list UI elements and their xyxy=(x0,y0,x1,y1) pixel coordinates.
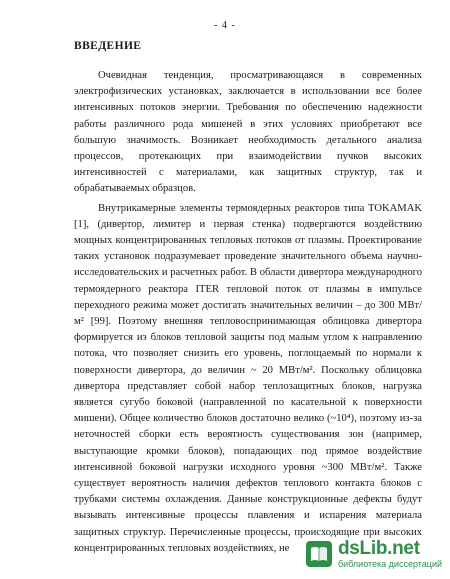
watermark-subtitle: библиотека диссертаций xyxy=(337,559,442,569)
book-icon xyxy=(306,541,332,567)
section-heading: ВВЕДЕНИЕ xyxy=(74,40,142,52)
page-number: - 4 - xyxy=(214,20,236,31)
paragraph-tokamak: Внутрикамерные элементы термоядерных реакторов типа TOKAMAK [1], (дивертор, лимитер и первая стенка) подвергаются воздействию мощных концентрированных тепловых потоков от плазмы. Проектирование таких установок подразумевает проведение значительного объема научно-исследовательских и расчетных работ. В области дивертора международного термоядерного реактора ITER тепловой поток от плазмы в импульсе переходного режима может достигать значительных величин – до 300 МВт/м² [99]. Поэтому внешняя тепловоспринимающая облицовка дивертора формируется из блоков тепловой защиты под малым углом к направлению потока, что позволяет снизить его уровень, поглощаемый по нормали к поверхности дивертора, до величин ~ 20 МВт/м². Поскольку облицовка дивертора представляет собой набор теплозащитных блоков, нагрузка является сугубо боковой (направленной по касательной к поверхности мишени). Общее количество блоков достаточно велико (~10⁴), поэтому из-за неточностей сборки есть вероятность существования зон (например, выступающие кромки блоков), попадающих под прямое воздействие интенсивной боковой нагрузки исходного уровня ~300 МВт/м². Также существует вероятность наличия дефектов теплового контакта блоков с трубками системы охлаждения. Данные конструкционные дефекты будут вызывать интенсивные процессы плавления и испарения материала защитных структур. Перечисленные процессы, происходящие при высоких концентрированных тепловых воздействиях, не xyxy=(74,202,422,554)
watermark-brand: dsLib.net xyxy=(337,538,420,559)
paragraph-intro: Очевидная тенденция, просматривающаяся в современных электрофизических установках, заключается в использовании все более интенсивных потоков энергии. Требования по обеспечению надежности работы различного рода мишеней в этих условиях приобретают все большую значимость. Возникает необходимость детального анализа процессов, протекающих при взаимодействии пучков высоких интенсивностей с материалами, как защитных структур, так и обрабатываемых образцов. xyxy=(74,70,422,195)
dslib-watermark[interactable] xyxy=(306,539,442,569)
body-text xyxy=(74,68,422,557)
